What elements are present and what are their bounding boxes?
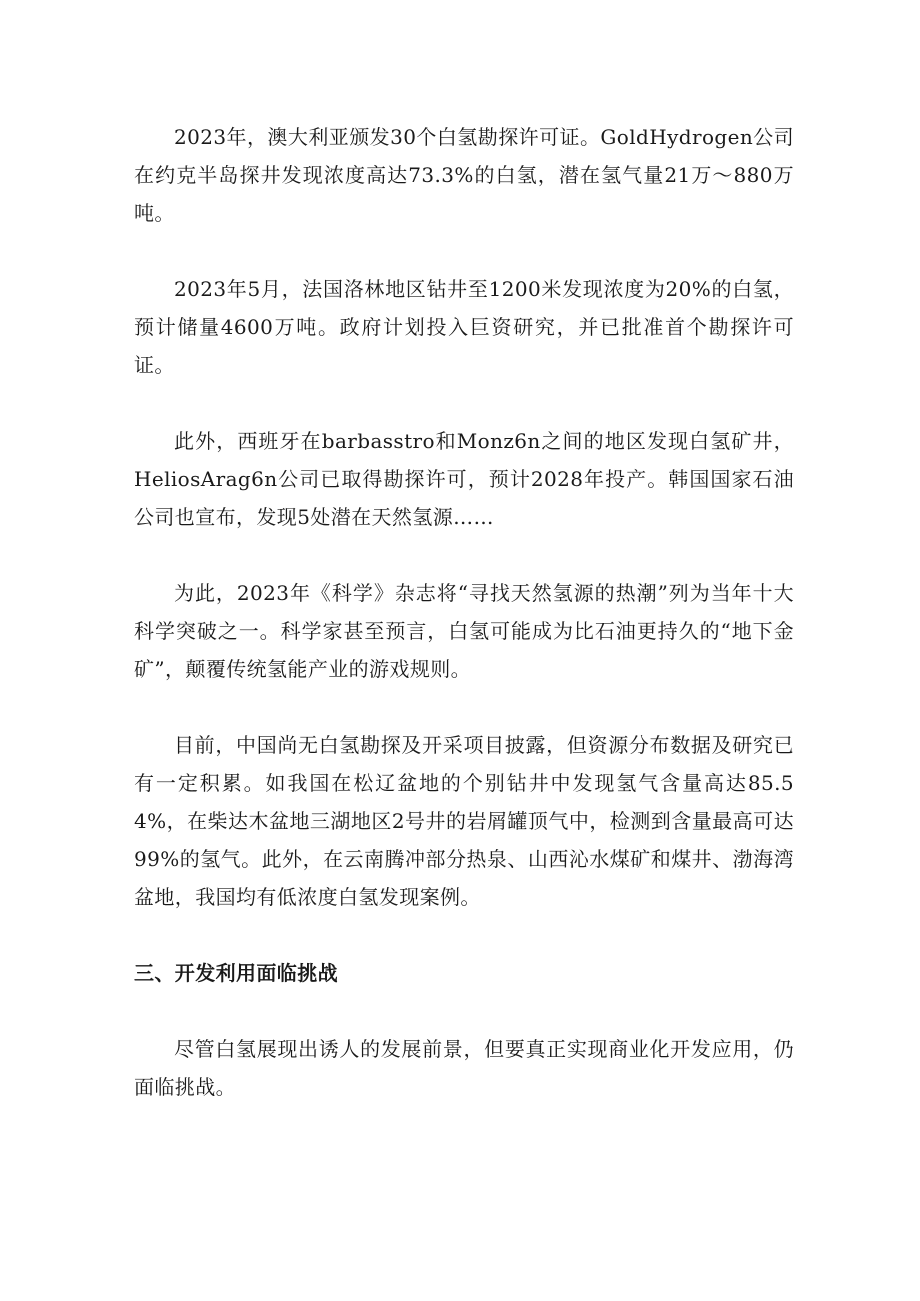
paragraph-challenges: 尽管白氢展现出诱人的发展前景，但要真正实现商业化开发应用，仍面临挑战。	[134, 1037, 794, 1099]
paragraph-science-magazine: 为此，2023年《科学》杂志将“寻找天然氢源的热潮”列为当年十大科学突破之一。科学家甚至预言，白氢可能成为比石油更持久的“地下金矿”，颠覆传统氢能产业的游戏规则。	[134, 581, 794, 681]
paragraph-france: 2023年5月，法国洛林地区钻井至1200米发现浓度为20%的白氢，预计储量4600万吨。政府计划投入巨资研究，并已批准首个勘探许可证。	[134, 277, 794, 377]
paragraph-australia: 2023年，澳大利亚颁发30个白氢勘探许可证。GoldHydrogen公司在约克半岛探井发现浓度高达73.3%的白氢，潜在氢气量21万～880万吨。	[134, 125, 794, 225]
paragraph-spain-korea: 此外，西班牙在barbasstro和Monz6n之间的地区发现白氢矿井，HeliosArag6n公司已取得勘探许可，预计2028年投产。韩国国家石油公司也宣布，发现5处潜在天然氢源……	[134, 429, 794, 529]
section-heading: 三、开发利用面临挑战	[134, 961, 338, 985]
paragraph-china: 目前，中国尚无白氢勘探及开采项目披露，但资源分布数据及研究已有一定积累。如我国在松辽盆地的个别钻井中发现氢气含量高达85.54%，在柴达木盆地三湖地区2号井的岩屑罐顶气中，检测到含量最高可达99%的氢气。此外，在云南腾冲部分热泉、山西沁水煤矿和煤井、渤海湾盆地，我国均有低浓度白氢发现案例。	[134, 733, 794, 909]
document-body	[134, 118, 794, 1144]
